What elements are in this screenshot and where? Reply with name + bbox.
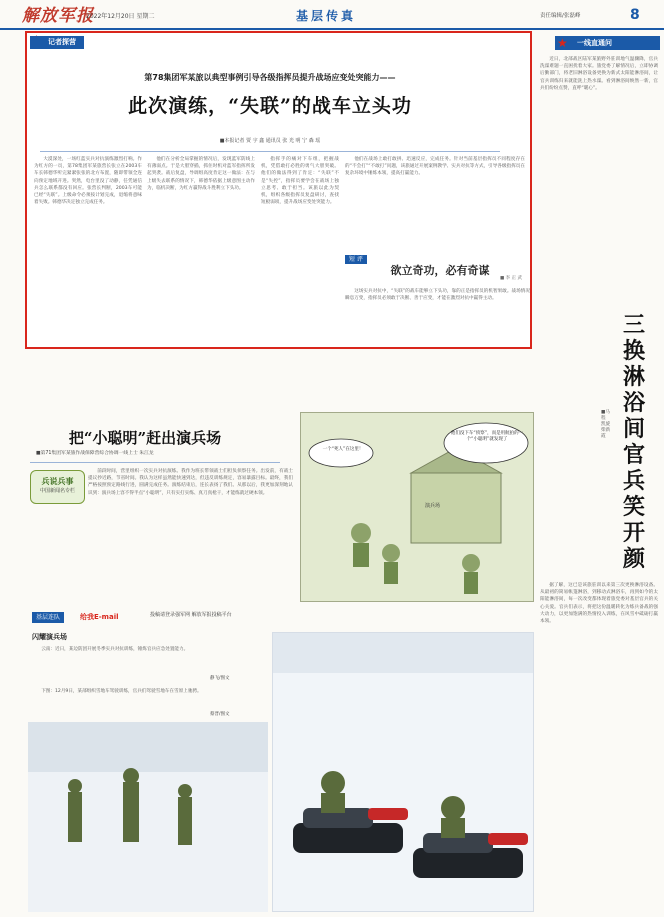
cartoon-bubble: 他们没下车“侦察”，而是用航拍的一个“小聪明”就发现了 bbox=[450, 431, 524, 442]
snow-photo-left bbox=[28, 722, 268, 912]
column-badge bbox=[30, 470, 85, 504]
article-column: 指挥手的痛对下车组，把握战机，凭借敢打必胜的勇气大胆突破。他们的做法得到了肯定：“失联”不是“失控”，指挥员要学会在战场上独立思考、敢于担当。该旅以此为契机，组织各级指挥员复盘研讨，查找短板弱项，提升战场应变处突能力。 bbox=[261, 157, 339, 206]
comment-author: ■ 李 正 武 bbox=[500, 276, 523, 281]
column-label: 记者探营 bbox=[30, 36, 84, 49]
article2-body: 前段时间，营里组织一次实兵对抗演练。我作为班长带领战士们担负侦察任务。出发前，有战士提议抄近路，节省时间。我认为这样虽然能快速到达，但违反训练规定，容易暴露目标。最终，我们严格按照预定路线行进，圆满完成任务。演练结束后，连长表扬了我们。从那以后，我更加深刻地认识到：演兵场上容不得半点“小聪明”，只有实打实练、真刀真枪干，才能练就过硬本领。 bbox=[88, 469, 293, 496]
article-column: 他们在分析全局掌握的情况后，发现蓝军防线上有薄弱点。于是大胆穿插，抓住时机对蓝军指挥所发起突袭。战后复盘，导调组高度肯定这一做法：在与上级失去联系的情况下，韩德华依据上级意图主动作为，临机决断，为红方赢得战斗胜利立下头功。 bbox=[147, 157, 255, 191]
badge-title: 兵说兵事 bbox=[41, 477, 74, 486]
comment-tag: 短 评 bbox=[345, 255, 367, 264]
cartoon-illustration bbox=[300, 412, 534, 602]
sidebar-column-header: 一线直通问 bbox=[555, 36, 660, 50]
soldiers-in-snow-image bbox=[28, 722, 268, 912]
editor-credit: 责任编辑/张磊峰 bbox=[540, 13, 581, 19]
page-number: 8 bbox=[630, 7, 640, 23]
badge-subtitle: 中国新闻名专栏 bbox=[39, 488, 75, 495]
comment-body: 这场实兵对抗中，“失联”的战车能够立下头功，靠的正是指挥员的机智果敢。战场情况瞬息万变，指挥员必须敢于决断、善于应变，才能在激烈对抗中赢得主动。 bbox=[345, 289, 530, 302]
article-kicker: 第78集团军某旅以典型事例引导各级指挥员提升战场应变处突能力—— bbox=[144, 73, 396, 82]
snowmobile-image bbox=[273, 633, 534, 912]
flash-item: 云南：近日，某边防团开展冬季实兵对抗训练，锤炼官兵应急处置能力。 bbox=[41, 647, 189, 652]
section-title: 基层传真 bbox=[296, 9, 357, 23]
article-headline: 此次演练，“失联”的战车立头功 bbox=[128, 95, 412, 117]
star-icon: ★ bbox=[557, 36, 568, 50]
mailbox-title: 给我E-mail bbox=[80, 613, 119, 621]
issue-date: 2022年12月20日 星期二 bbox=[86, 13, 155, 20]
sidebar-title: 三换淋浴间 官兵笑开颜 bbox=[622, 312, 645, 572]
flash-item: 下图：12月9日，某部组织雪地车驾驶训练，官兵们驾驶雪地车在雪原上驰骋。 bbox=[41, 689, 202, 694]
flash-item-author: 静飞/图文 bbox=[210, 676, 230, 681]
comment-title: 欲立奇功，必有奇谋 bbox=[390, 264, 490, 277]
mailbox-tag: 基层连队 bbox=[32, 612, 64, 623]
cartoon-bubble: 一个“死人”在这里！ bbox=[322, 447, 364, 452]
cartoon-sign: 演兵场 bbox=[425, 503, 441, 509]
article-byline: ■本报记者 贾 宇 鑫 通讯员 张 光 明 宁 森 瑶 bbox=[219, 138, 321, 144]
sidebar-text: 近日，北部战区陆军某旅野外驻训地气温骤降，官兵洗澡难题一直困扰着大家。旅党委了解情况后，立即协调后勤部门，将老旧淋浴设备更换为新式太阳能淋浴间，让官兵训练归来就能洗上热水澡。看到淋浴间焕然一新，官兵们纷纷点赞，直呼“暖心”。 bbox=[540, 57, 658, 91]
article-column: 大漠深处，一场红蓝实兵对抗演练激烈打响。作为红方的一员，第78集团军某旅营长张立在2003车车长韩德华听完紧紧张张的北方布置，随即带领全连向预定地域开进。突然，电台里没了动静，任凭通信兵怎么联系都没有回应。张营长判断，2003车可能已经“失联”。上级命令必须按计划完成，退缩将意味着失败。韩德华决定独立完成任务。 bbox=[34, 157, 142, 206]
sidebar-author: ■马程 凯旋 柴新霞 bbox=[601, 410, 611, 439]
mailbox-note: 投稿请登录强军网 解放军报投稿平台 bbox=[150, 612, 232, 618]
divider bbox=[40, 151, 500, 152]
sidebar-text: 据了解，这已是该旅驻训以来第三次更换淋浴设备。从最初的简易帐篷淋浴，到移动式淋浴车，再到如今的太阳能淋浴间，每一次改变都体现着旅党委对基层官兵的关心关爱。官兵们表示，将把这份温暖转化为练兵备战的强大动力，以更加饱满的热情投入训练，在风雪中砥砺打赢本领。 bbox=[540, 583, 658, 625]
flash-section-title: 闪耀演兵场 bbox=[32, 633, 67, 641]
article-column: 他们在战场上敢打敢拼、迅速反应，完成任务。针对当前基层指挥员不同程度存在的“不会打”“不敢打”问题，该旅通过开展案例教学、实兵对抗等方式，引导各级指挥员在复杂环境中锤炼本领，提高打赢能力。 bbox=[345, 157, 525, 177]
article2-title: 把“小聪明”赶出演兵场 bbox=[68, 429, 222, 447]
masthead: 解放军报 bbox=[22, 6, 94, 26]
snowmobile-photo bbox=[272, 632, 534, 912]
divider bbox=[30, 462, 280, 463]
flash-item-author: 蔡晋/图文 bbox=[210, 712, 230, 717]
article2-byline: ■第71集团军某旅作战保障营综合协调一线上士 朱江龙 bbox=[36, 451, 154, 456]
